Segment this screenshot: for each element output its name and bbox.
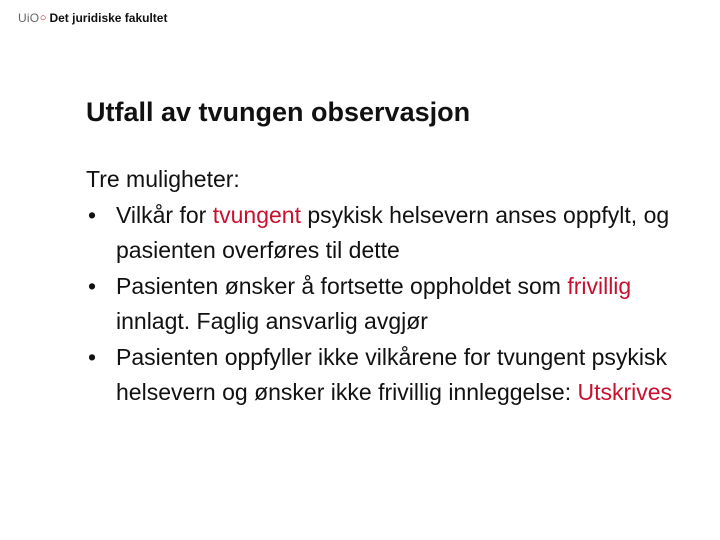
bullet-text-pre: Pasienten oppfyller ikke vilkårene for tvungent psykisk helsevern og ønsker ikke frivillig innleggelse: xyxy=(116,343,668,405)
logo-text: Det juridiske fakultet xyxy=(49,11,168,25)
bullet-text-pre: Vilkår for xyxy=(116,201,213,228)
intro-text: Tre muligheter: xyxy=(86,166,240,192)
bullet-item xyxy=(86,269,686,340)
bullet-dot-icon: • xyxy=(88,201,97,228)
logo-mark: UiO xyxy=(18,11,40,25)
uio-logo xyxy=(18,11,167,25)
bullet-list xyxy=(86,198,686,411)
bullet-text-post: innlagt. Faglig ansvarlig avgjør xyxy=(116,308,428,334)
bullet-dot-icon: • xyxy=(88,343,97,370)
bullet-highlight: tvungent xyxy=(212,201,301,228)
slide-title: Utfall av tvungen observasjon xyxy=(86,97,471,127)
bullet-text-pre: Pasienten ønsker å fortsette oppholdet som xyxy=(116,272,568,299)
bullet-text-post: psykisk helsevern anses oppfylt, og pasienten overføres til dette xyxy=(116,201,670,263)
bullet-item xyxy=(86,340,686,411)
bullet-highlight: Utskrives xyxy=(577,379,673,405)
slide-content xyxy=(86,162,686,411)
logo-ring-icon: ○ xyxy=(39,12,47,24)
bullet-highlight: frivillig xyxy=(567,272,632,299)
bullet-dot-icon: • xyxy=(88,272,97,299)
bullet-item xyxy=(86,198,686,269)
